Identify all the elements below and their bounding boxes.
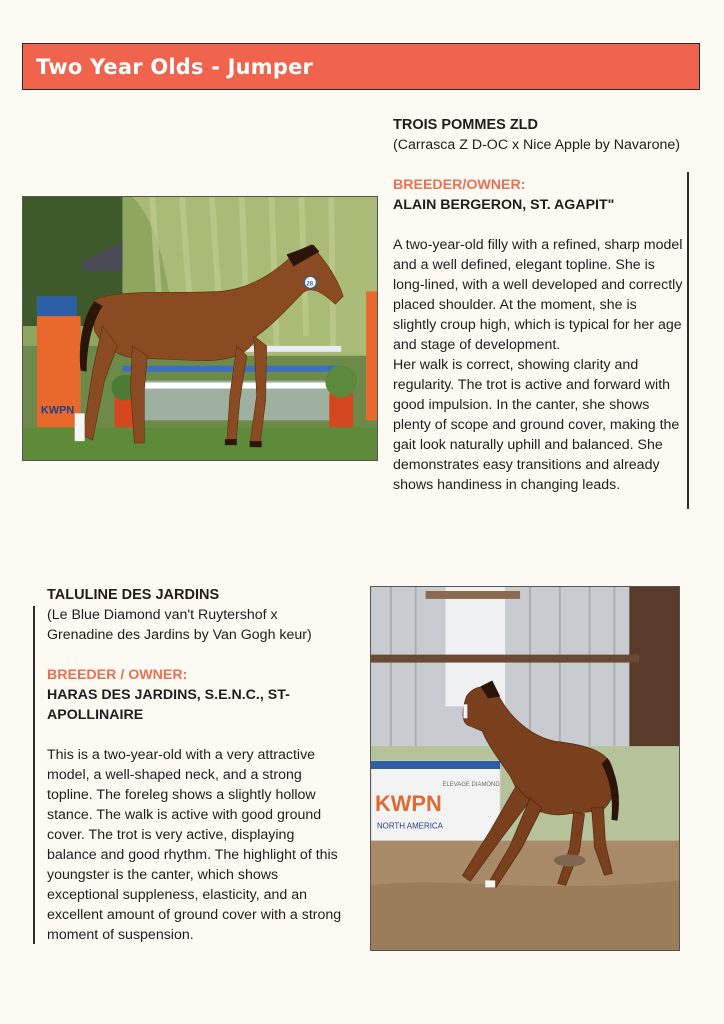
arena-banner-sub: NORTH AMERICA: [376, 821, 443, 831]
horse1-name: TROIS POMMES ZLD: [393, 117, 538, 133]
horse2-pedigree: (Le Blue Diamond van't Ruytershof x Grenadine des Jardins by Van Gogh keur): [47, 607, 312, 643]
horse1-description: A two-year-old filly with a refined, sharp model and a well defined, elegant topline. She is long-lined, with a well developed and correctly placed shoulder. At the moment, she is slightly croup high, which is typical for her age and stage of development.: [393, 237, 683, 353]
horse2-photo-graphic: [371, 587, 679, 950]
section-header: [22, 43, 700, 90]
horse1-owner: ALAIN BERGERON, ST. AGAPIT": [393, 197, 615, 213]
page-title: Two Year Olds - Jumper: [36, 55, 314, 79]
horse1-photo-graphic: [23, 197, 377, 460]
horse2-owner-label: BREEDER / OWNER:: [47, 667, 188, 683]
horse2-owner: HARAS DES JARDINS, S.E.N.C., ST-APOLLINAIRE: [47, 687, 290, 723]
horse1-info: [393, 115, 683, 495]
horse2-photo: [370, 586, 680, 951]
banner-text: KWPN: [40, 404, 75, 417]
horse2-info: [47, 585, 345, 945]
horse1-bib: 28: [306, 281, 314, 288]
horse1-divider: [687, 172, 689, 509]
arena-banner-text: KWPN: [374, 790, 442, 816]
horse2-divider: [33, 606, 35, 944]
horse1-pedigree: (Carrasca Z D-OC x Nice Apple by Navarone): [393, 137, 680, 153]
horse2-name: TALULINE DES JARDINS: [47, 587, 220, 603]
horse1-owner-label: BREEDER/OWNER:: [393, 177, 526, 193]
arena-banner-2: ELEVAGE DIAMOND: [442, 781, 500, 788]
horse1-photo: [22, 196, 378, 461]
horse2-description: This is a two-year-old with a very attractive model, a well-shaped neck, and a strong topline. The foreleg shows a slightly hollow stance. The walk is active with good ground cover. The trot is very active, displaying balance and good rhythm. The highlight of this youngster is the canter, which shows exceptional suppleness, elasticity, and an excellent amount of ground cover with a strong moment of suspension.: [47, 747, 342, 943]
horse1-description-2: Her walk is correct, showing clarity and regularity. The trot is active and forward with good impulsion. In the canter, she shows plenty of scope and ground cover, making the gait look naturally uphill and balanced. She demonstrates easy transitions and already shows handiness in changing leads.: [393, 357, 680, 493]
